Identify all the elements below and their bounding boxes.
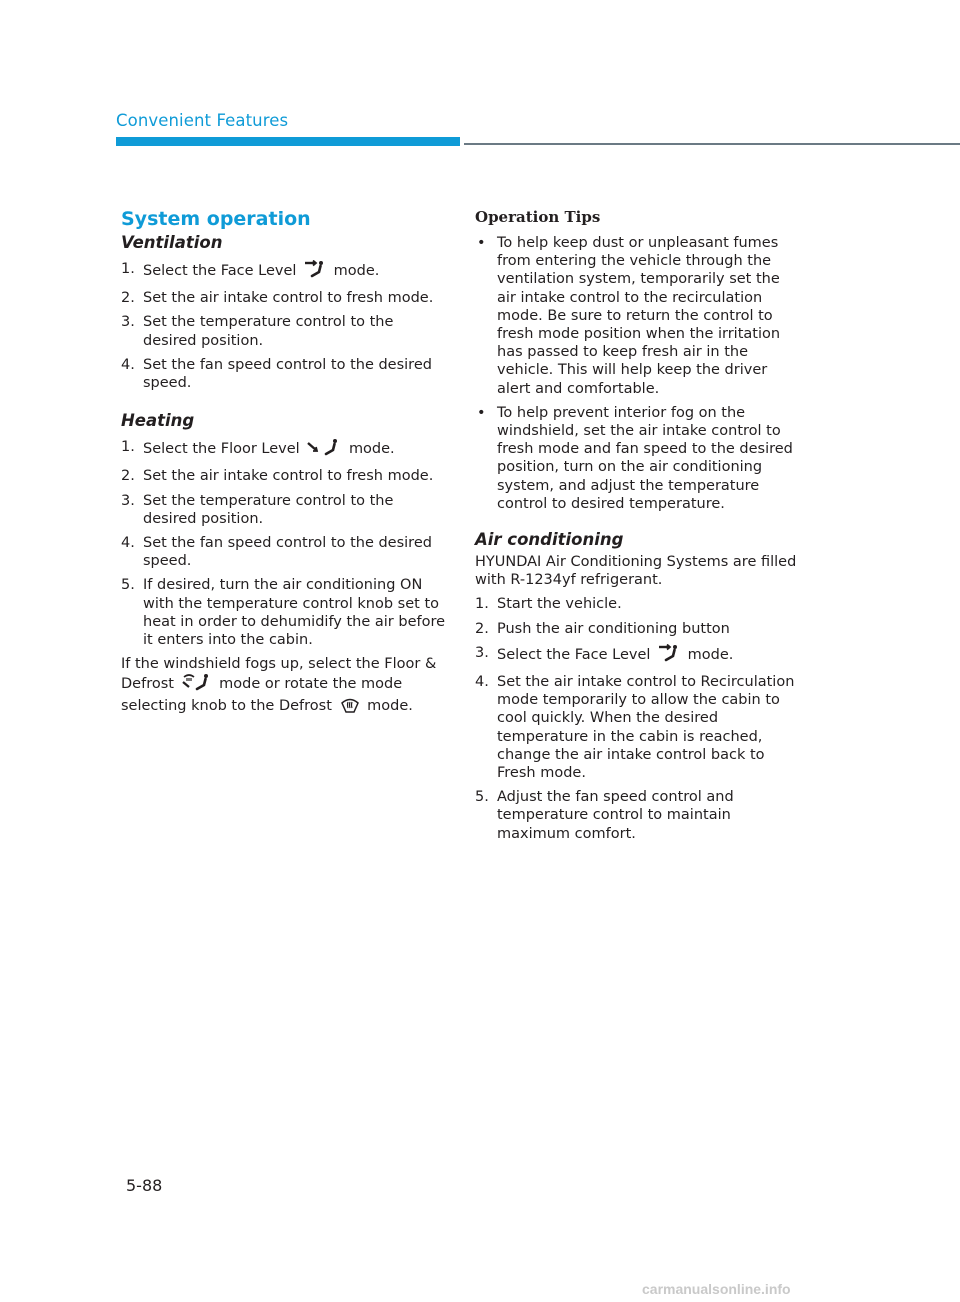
watermark: carmanualsonline.info bbox=[642, 1281, 791, 1297]
list-item: 3. Select the Face Level mode. bbox=[475, 644, 800, 667]
list-item: 2. Push the air conditioning button bbox=[475, 620, 730, 637]
list-item: • To help keep dust or unpleasant fumes from entering the vehicle through the ventilation system, temporarily set the air intake control to the recirculation mode. Be sure to return the control to fresh mode position when the irritation has passed to keep fresh air in the vehicle. This will help keep the driver alert and comfortable. bbox=[477, 235, 781, 397]
list-item: 2. Set the air intake control to fresh mode. bbox=[121, 290, 434, 307]
floor-level-icon bbox=[307, 438, 341, 461]
list-item: 3. Set the temperature control to the desired position. bbox=[121, 314, 394, 349]
air-conditioning-steps bbox=[475, 595, 800, 842]
operation-tips-list bbox=[475, 234, 800, 513]
list-item: 4. Set the air intake control to Recirculation mode temporarily to allow the cabin to cool quickly. When the desired temperature in the cabin is reached, change the air intake control back to Fresh mode. bbox=[475, 674, 795, 782]
list-item: 5. Adjust the fan speed control and temperature control to maintain maximum comfort. bbox=[475, 789, 734, 842]
ventilation-title: Ventilation bbox=[121, 233, 223, 252]
list-item: 1. Select the Face Level mode. bbox=[121, 260, 446, 283]
list-item: 2. Set the air intake control to fresh mode. bbox=[121, 468, 434, 485]
section-title: System operation bbox=[121, 208, 311, 230]
list-item: 1. Start the vehicle. bbox=[475, 596, 622, 613]
left-column bbox=[121, 206, 446, 724]
face-level-icon bbox=[304, 260, 326, 283]
air-conditioning-title: Air conditioning bbox=[475, 530, 624, 550]
list-item: 1. Select the Floor Level mode. bbox=[121, 438, 446, 461]
heating-steps bbox=[121, 438, 446, 649]
defrost-icon bbox=[340, 697, 360, 718]
list-item: 3. Set the temperature control to the desired position. bbox=[121, 492, 394, 527]
page-number: 5-88 bbox=[126, 1176, 163, 1195]
right-column bbox=[475, 206, 800, 849]
operation-tips-title: Operation Tips bbox=[475, 208, 601, 226]
floor-defrost-icon bbox=[182, 673, 212, 696]
heating-title: Heating bbox=[121, 411, 195, 431]
header-bar-rule bbox=[464, 143, 960, 145]
header-bar-accent bbox=[116, 137, 460, 146]
header-title: Convenient Features bbox=[116, 111, 289, 130]
list-item: 5. If desired, turn the air conditioning ON with the temperature control knob set to heat in order to dehumidify the air before it enters into the cabin. bbox=[121, 577, 446, 649]
list-item: • To help prevent interior fog on the windshield, set the air intake control to fresh mode and fan speed to the desired position, turn on the air conditioning system, and adjust the temperature control to desired temperature. bbox=[477, 404, 793, 512]
ventilation-steps bbox=[121, 260, 446, 392]
air-conditioning-intro: HYUNDAI Air Conditioning Systems are filled with R-1234yf refrigerant. bbox=[475, 554, 797, 589]
defrost-note: If the windshield fogs up, select the Floor & Defrost mode or rotate the mode selecting knob to the Defrost mode. bbox=[121, 655, 446, 718]
list-item: 4. Set the fan speed control to the desired speed. bbox=[121, 356, 432, 392]
face-level-icon bbox=[658, 644, 680, 667]
list-item: 4. Set the fan speed control to the desired speed. bbox=[121, 535, 432, 570]
